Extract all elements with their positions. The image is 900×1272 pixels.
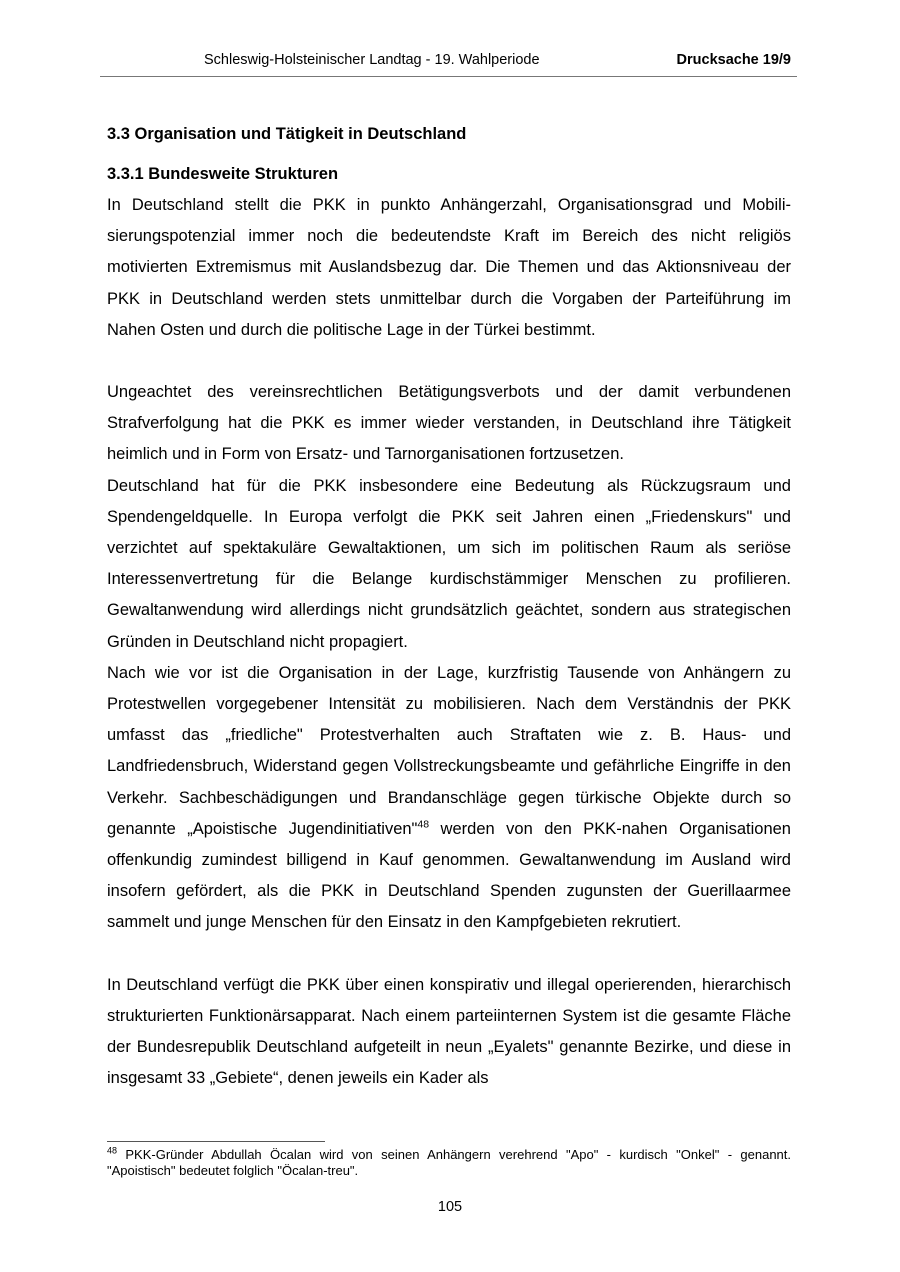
paragraph-1: In Deutschland stellt die PKK in punkto Anhängerzahl, Organisationsgrad und Mobilisierungspotenzial immer noch die bedeutendste Kraft im Bereich des nicht religiös motivierten Extremismus mit Auslandsbezug dar. Die Themen und das Aktionsniveau der PKK in Deutschland werden stets unmittelbar durch die Vorgaben der Parteiführung im Nahen Osten und durch die politische Lage in der Türkei bestimmt.: [107, 196, 791, 339]
page-body: [107, 122, 791, 1094]
footnote-reference[interactable]: 48: [417, 818, 430, 831]
paragraph-4: [107, 658, 791, 939]
paragraph-4-part-a: Nach wie vor ist die Organisation in der Lage, kurzfristig Tausende von Anhängern zu Protestwellen vorgegebener Intensität zu mobilisieren. Nach dem Verständnis der PKK umfasst das „friedliche" Protestverhalten auch Straftaten wie z. B. Haus- und Landfriedensbruch, Widerstand gegen Vollstreckungsbeamte und gefährliche Eingriffe in den Verkehr. Sachbeschädigungen und Brandanschläge gegen türkische Objekte durch so genannte „Apoistische Jugendinitiativen": [107, 663, 791, 838]
paragraph-4-part-b: werden von den PKK-nahen Organisationen offenkundig zumindest billigend in Kauf genommen. Gewaltanwendung im Ausland wird insofern gefördert, als die PKK in Deutschland Spenden zugunsten der Guerillaarmee sammelt und junge Menschen für den Einsatz in den Kampfgebieten rekrutiert.: [107, 819, 791, 932]
footnote: [107, 1147, 791, 1179]
page-number: 105: [437, 1199, 463, 1215]
page-header: [100, 52, 797, 77]
paragraph-3: Deutschland hat für die PKK insbesondere eine Bedeutung als Rückzugsraum und Spendengeldquelle. In Europa verfolgt die PKK seit Jahren einen „Friedenskurs" und verzichtet auf spektakuläre Gewaltaktionen, um sich im politischen Raum als seriöse Interessenvertretung für die Belange kurdischstämmiger Menschen zu profilieren. Gewaltanwendung wird allerdings nicht grundsätzlich geächtet, sondern aus strategischen Gründen in Deutschland nicht propagiert.: [107, 476, 791, 651]
subsection-heading: 3.3.1 Bundesweite Strukturen: [107, 165, 339, 183]
header-title: Schleswig-Holsteinischer Landtag - 19. Wahlperiode: [204, 52, 540, 68]
footnote-text: PKK-Gründer Abdullah Öcalan wird von seinen Anhängern verehrend "Apo" - kurdisch "Onkel" - genannt. "Apoistisch" bedeutet folglich "Öcalan-treu".: [107, 1147, 791, 1178]
section-heading: 3.3 Organisation und Tätigkeit in Deutschland: [107, 125, 467, 143]
footnote-separator: [107, 1141, 325, 1142]
paragraph-5: In Deutschland verfügt die PKK über einen konspirativ und illegal operierenden, hierarchisch strukturierten Funktionärsapparat. Nach einem parteiinternen System ist die gesamte Fläche der Bundesrepublik Deutschland aufgeteilt in neun „Eyalets" genannte Bezirke, und diese in insgesamt 33 „Gebiete“, denen jeweils ein Kader als: [107, 975, 791, 1088]
document-reference: Drucksache 19/9: [676, 52, 791, 68]
paragraph-2: Ungeachtet des vereinsrechtlichen Betätigungsverbots und der damit verbundenen Strafverfolgung hat die PKK es immer wieder verstanden, in Deutschland ihre Tätigkeit heimlich und in Form von Ersatz- und Tarnorganisationen fortzusetzen.: [107, 383, 791, 464]
footnote-number: 48: [107, 1145, 118, 1156]
